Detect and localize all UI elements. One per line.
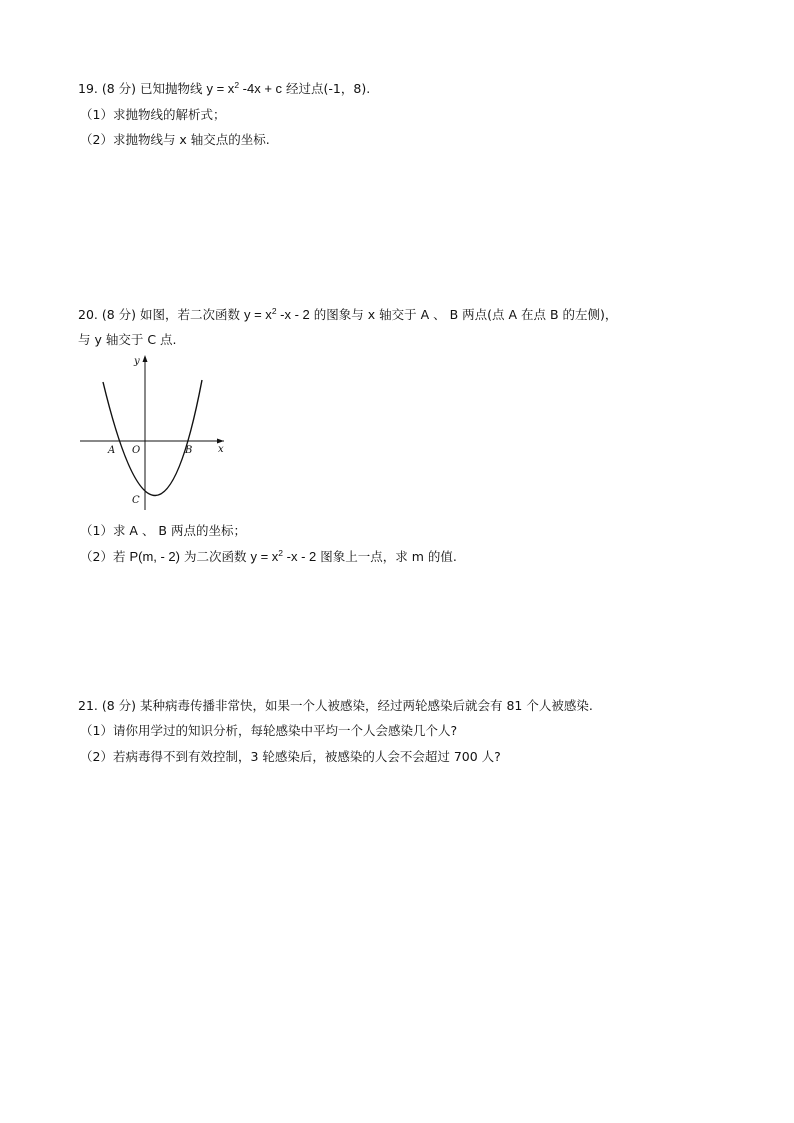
q20-heading-line2: 与 y 轴交于 C 点. <box>78 332 177 347</box>
y-axis-label: y <box>134 356 140 367</box>
point-a-label: A <box>108 445 116 456</box>
parabola-curve <box>103 380 202 496</box>
point-c-label: C <box>132 495 140 506</box>
y-axis-arrow <box>143 355 148 362</box>
q19-part1: （1）求抛物线的解析式； <box>80 107 226 122</box>
point-b-label: B <box>185 445 193 456</box>
q20-equation: $y = x^2$ -x - 2 <box>243 306 310 322</box>
q21-part2: （2）若病毒得不到有效控制，3 轮感染后，被感染的人会不会超过 700 人? <box>80 749 501 764</box>
q21-part1: （1）请你用学过的知识分析，每轮感染中平均一个人会感染几个人? <box>80 723 458 738</box>
x-axis-arrow <box>217 439 224 444</box>
q20-part2-equation: $y = x^2$ -x - 2 <box>250 548 317 564</box>
x-axis-label: x <box>218 444 224 455</box>
q20-point-p: P(m, - 2) <box>129 549 180 564</box>
parabola-figure <box>78 352 228 514</box>
q20-heading: 20. (8 分) 如图，若二次函数 $y = x^2$ -x - 2 的图象与 x 轴交于 A 、 B 两点(点 A 在点 B 的左侧)， <box>78 306 618 322</box>
q20-part2: （2）若 P(m, - 2) 为二次函数 $y = x^2$ -x - 2 图象上一点，求 m 的值. <box>80 548 457 564</box>
q19-heading: 19. (8 分) 已知抛物线 $y = x^2$ -4x + c 经过点(-1，8). <box>78 80 371 96</box>
q20-part1: （1）求 A 、 B 两点的坐标； <box>80 523 246 538</box>
q19-equation: $y = x^2$ -4x + c <box>206 80 283 96</box>
q21-heading: 21. (8 分) 某种病毒传播非常快，如果一个人被感染，经过两轮感染后就会有 81 个人被感染. <box>78 698 593 713</box>
origin-label: O <box>132 445 141 456</box>
q19-part2: （2）求抛物线与 x 轴交点的坐标. <box>80 132 270 147</box>
